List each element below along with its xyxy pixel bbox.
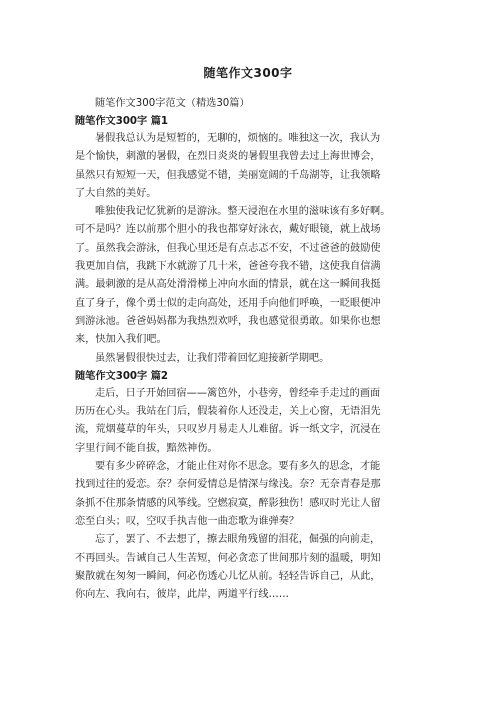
text-line: 不再回头。告诫自己人生苦短，何必贪恋了世间那片刻的温暖，明知: [75, 552, 381, 564]
text-line: 恋至白头；叹，空叹手执吉他一曲恋歌为谁弹奏？: [75, 515, 300, 527]
text-line: 找到过往的爱恋。奈？奈何爱情总是情深与缘浅。奈？无奈青春是那: [75, 479, 381, 491]
section-heading: 随笔作文300字 篇2: [75, 370, 169, 382]
text-line: 满。最刺激的是从高处滑滑梯上冲向水面的情景，就在这一瞬间我挺: [75, 279, 381, 291]
section-heading: 随笔作文300字 篇1: [75, 116, 169, 127]
document-title: 随笔作文300字: [203, 66, 293, 80]
text-line: 是个愉快，刺激的暑假，在烈日炎炎的暑假里我曾去过上海世博会，: [75, 151, 381, 163]
text-line: 要有多少碎碎念，才能止住对你不思念。要有多久的思念，才能: [95, 461, 381, 473]
paragraph: [75, 385, 418, 458]
paragraph: [75, 531, 418, 604]
paragraph: [75, 350, 418, 368]
article-sections: [75, 113, 418, 604]
text-line: 唯独使我记忆犹新的是游泳。整天浸泡在水里的滋味该有多好啊。: [95, 206, 391, 218]
text-line: 暑假我总认为是短暂的，无聊的，烦恼的。唯独这一次，我认为: [95, 133, 381, 144]
document-body: [75, 95, 418, 604]
text-line: 可不是吗？连以前那个胆小的我也都穿好泳衣，戴好眼镜，就上战场: [75, 224, 381, 236]
text-line: 历历在心头。我站在门后，假装着你人还没走，关上心窗，无语泪先: [75, 406, 381, 418]
paragraph: [75, 130, 418, 203]
text-line: 流，荒烟蔓草的年头，只叹岁月易走人儿难留。诉一纸文字，沉浸在: [75, 424, 381, 436]
text-line: 条抓不住那条情感的风筝线。空燃寂寞，醉影独伤！感叹时光让人留: [75, 497, 381, 509]
text-line: 虽然只有短短一天，但我感觉不错，美丽宽阔的千岛湖等，让我领略: [75, 169, 381, 181]
text-line: 聚散就在匆匆一瞬间，何必伤透心儿忆从前。轻轻告诉自己，从此，: [75, 570, 381, 582]
text-line: 来，快加入我们吧。: [75, 334, 167, 346]
text-line: 走后，日子开始回宿——篱笆外，小巷旁，曾经牵手走过的画面: [95, 387, 381, 399]
text-line: 了。虽然我会游泳，但我心里还是有点忐忑不安，不过爸爸的鼓励使: [75, 242, 381, 254]
text-line: 虽然暑假很快过去，让我们带着回忆迎接新学期吧。: [95, 352, 330, 364]
text-line: 了大自然的美好。: [75, 187, 157, 199]
text-line: 到游泳池。爸爸妈妈都为我热烈欢呼，我也感觉很勇敢。如果你也想: [75, 315, 381, 327]
text-line: 忘了，罢了、不去想了，擦去眼角残留的泪花，倔强的向前走，: [95, 534, 381, 546]
text-line: 直了身子，像个勇士似的走向高处，还用手向他们呼唤，一眨眼便冲: [75, 297, 381, 309]
text-line: 字里行间不能自拔，黯然神伤。: [75, 442, 218, 454]
paragraph: [75, 458, 418, 531]
text-line: 你向左、我向右，彼岸，此岸，两道平行线……: [75, 589, 289, 601]
text-line: 我更加自信，我跳下水就游了几十米，爸爸夸我不错，这使我自信满: [75, 261, 381, 273]
document-subtitle: 随笔作文300字范文（精选30篇）: [95, 98, 250, 109]
paragraph: [75, 203, 418, 349]
